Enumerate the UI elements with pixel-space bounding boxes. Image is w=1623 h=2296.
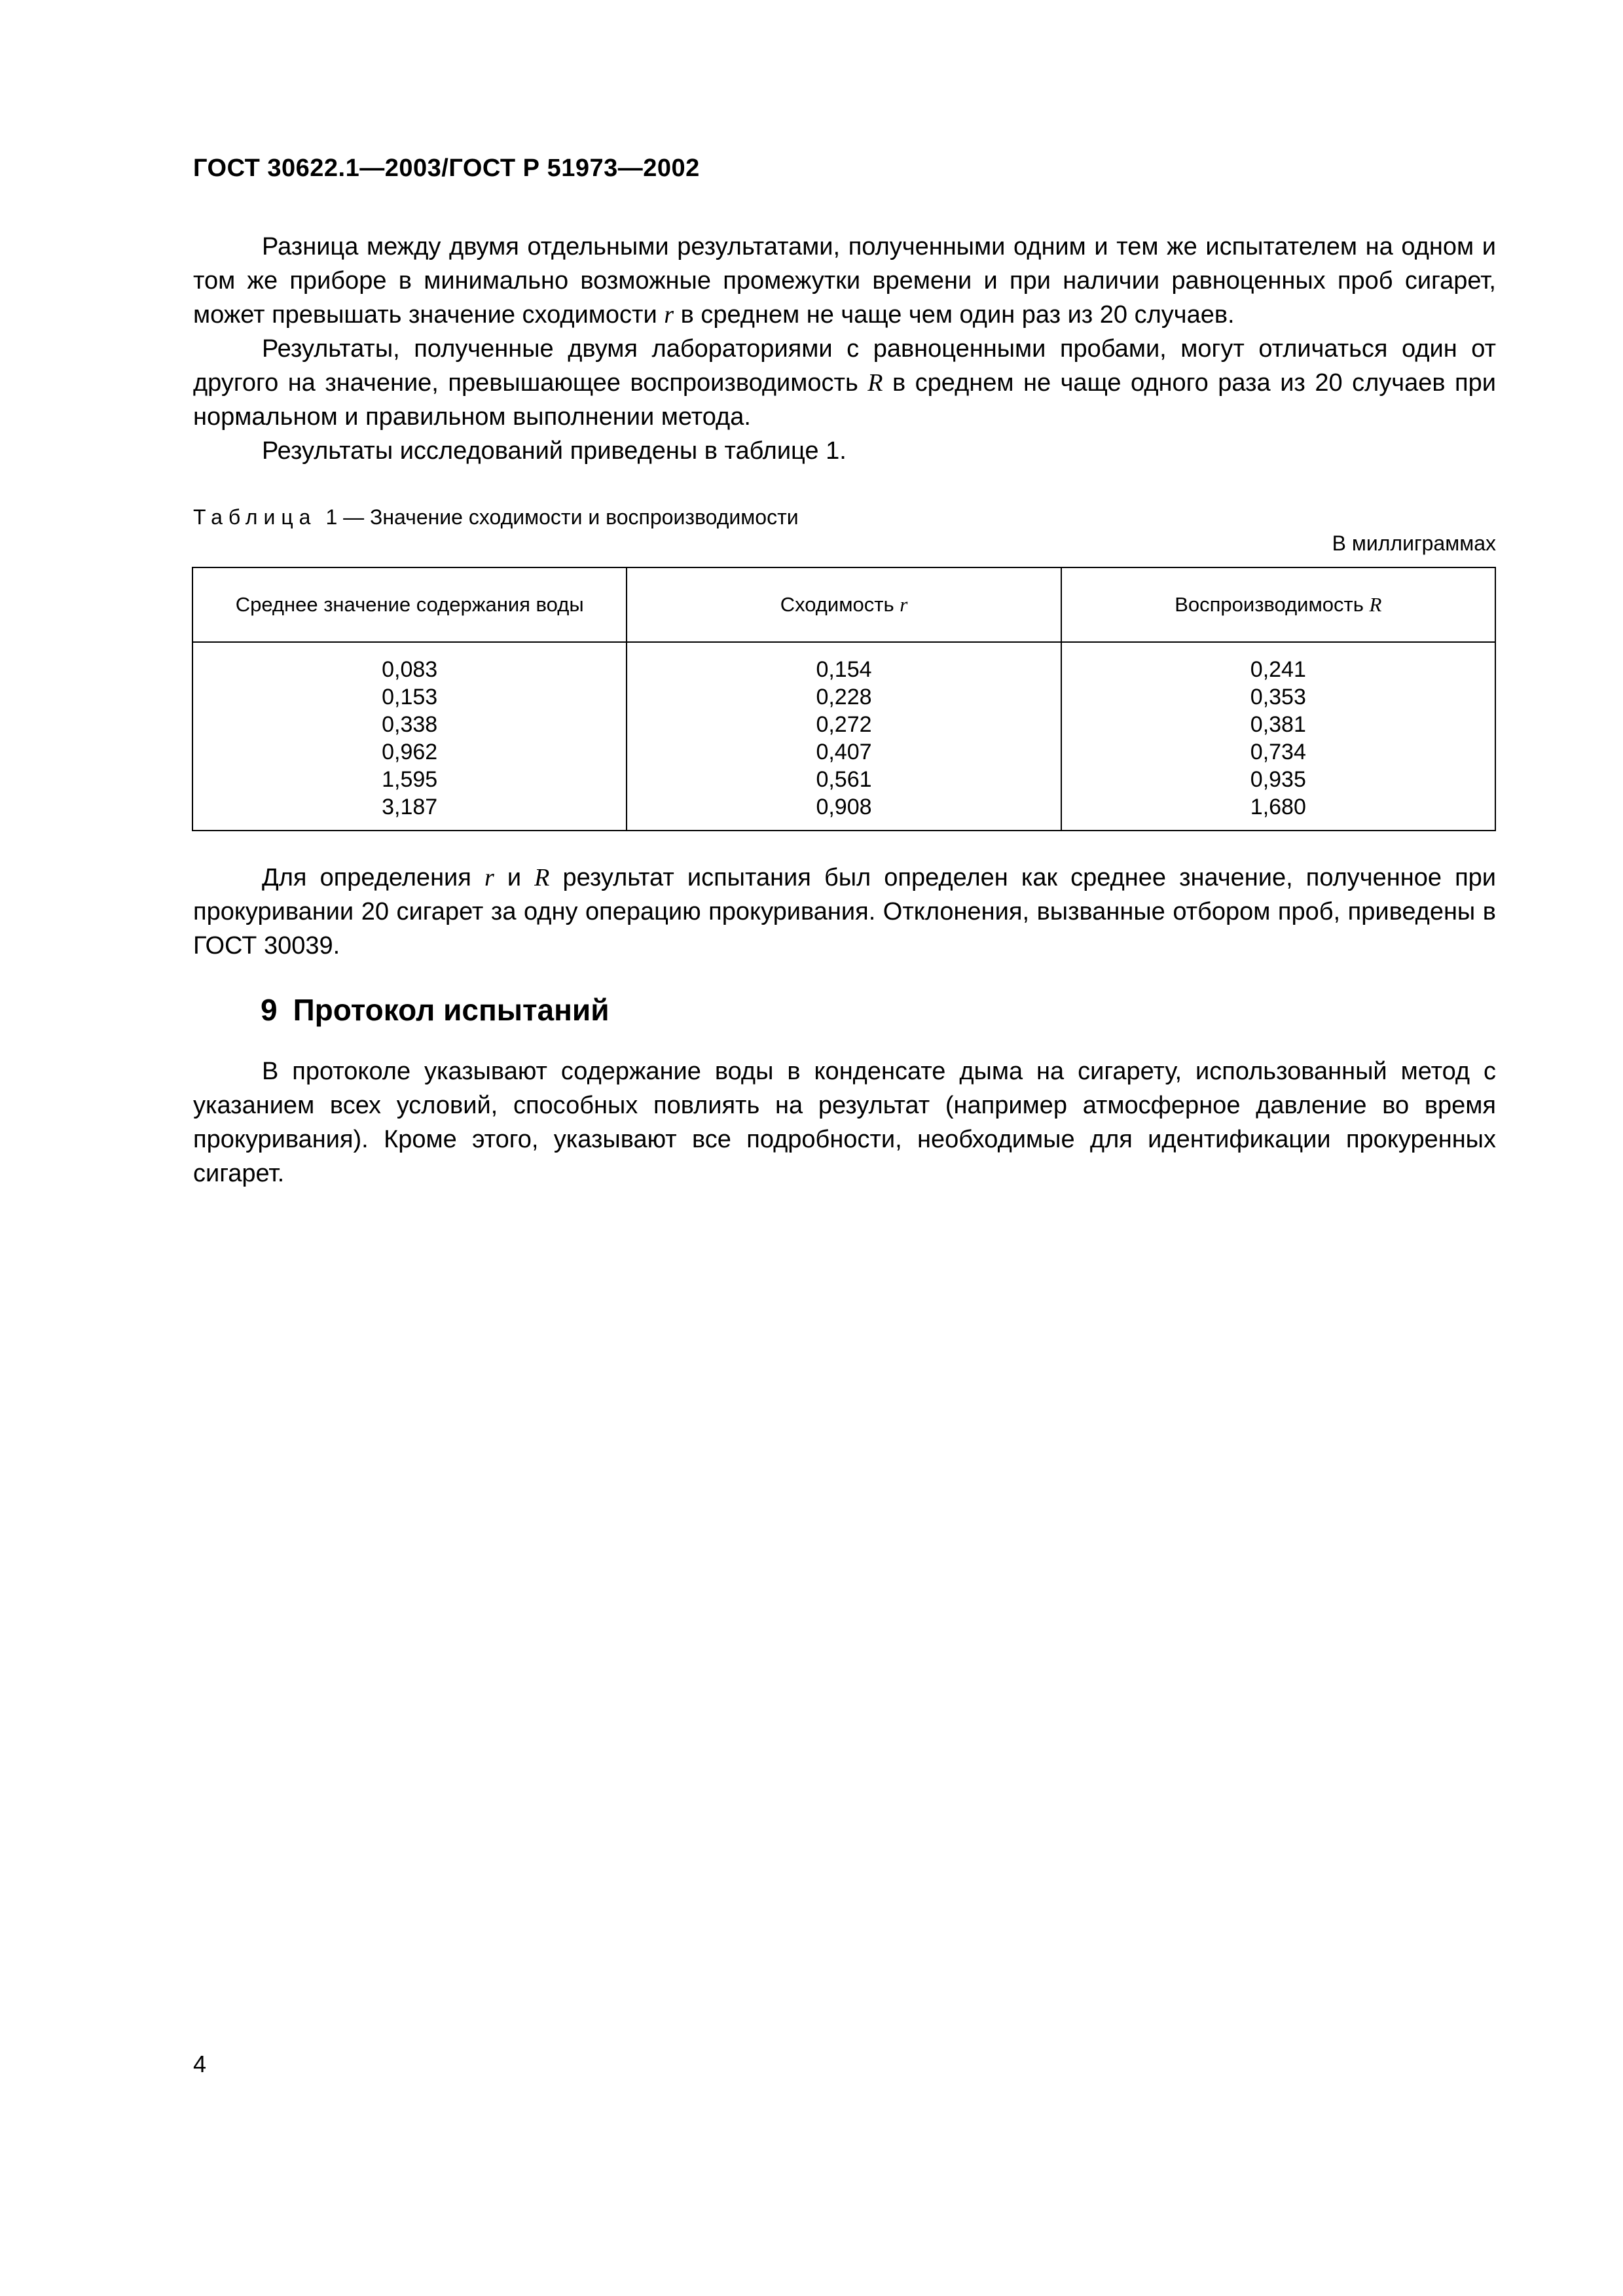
- table-cell: 0,153: [192, 683, 627, 711]
- table-cell: 0,338: [192, 711, 627, 738]
- paragraph-test-report: В протоколе указывают содержание воды в конденсате дыма на сигарету, использованный метод с указанием всех условий, способных повлиять на результат (например атмосферное давление во время прокуривания). Кроме этого, указывают все подробности, необходимые для идентификации прокуренных сигарет.: [193, 1058, 1496, 1187]
- header-mean-water-content: Среднее значение содержания воды: [192, 567, 627, 642]
- header-repeatability: Сходимость r: [627, 567, 1061, 642]
- table-cell: 3,187: [192, 793, 627, 831]
- precision-table: [192, 567, 1496, 831]
- table-cell: 1,680: [1061, 793, 1495, 831]
- table-cell: 0,381: [1061, 711, 1495, 738]
- table-header-row: [192, 567, 1495, 642]
- table-caption-word: Таблица: [193, 505, 317, 529]
- table-row: [192, 683, 1495, 711]
- paragraph-text: Для определения: [262, 864, 484, 891]
- paragraph-text: в среднем не чаще одного раза из 20 случаев при нормальном и правильном выполнении метода.: [193, 369, 1496, 431]
- table-row: [192, 738, 1495, 766]
- table-row: [192, 642, 1495, 683]
- table-cell: 0,353: [1061, 683, 1495, 711]
- table-units: В миллиграммах: [1332, 531, 1496, 555]
- paragraph-text: Разница между двумя отдельными результатами, полученными одним и тем же испытателем на одном и том же приборе в минимально возможные промежутки времени и при наличии равноценных проб сигарет, может превышать значение сходимости: [193, 233, 1496, 329]
- table-cell: 0,228: [627, 683, 1061, 711]
- document-header: ГОСТ 30622.1—2003/ГОСТ Р 51973—2002: [193, 154, 700, 182]
- symbol-R: R: [867, 369, 883, 397]
- table-cell: 0,272: [627, 711, 1061, 738]
- table-caption: [193, 505, 799, 529]
- paragraph-reproducibility: [193, 332, 1496, 434]
- table-row: [192, 793, 1495, 831]
- paragraph-determination: [193, 861, 1496, 963]
- symbol-R: R: [534, 864, 550, 891]
- paragraph-text: Результаты, полученные двумя лабораториями с равноценными пробами, могут отличаться один от другого на значение, превышающее воспроизводимость: [193, 335, 1496, 397]
- table-cell: 0,083: [192, 642, 627, 683]
- section-title-text: Протокол испытаний: [293, 993, 610, 1027]
- table-cell: 0,154: [627, 642, 1061, 683]
- header-reproducibility: Воспроизводимость R: [1061, 567, 1495, 642]
- table-cell: 0,561: [627, 766, 1061, 793]
- paragraph-repeatability: [193, 230, 1496, 332]
- table-cell: 0,734: [1061, 738, 1495, 766]
- table-row: [192, 766, 1495, 793]
- page-number: 4: [193, 2051, 207, 2077]
- paragraph-results-reference: Результаты исследований приведены в таблице 1.: [262, 437, 847, 465]
- symbol-r: r: [664, 301, 674, 329]
- table-cell: 0,935: [1061, 766, 1495, 793]
- table-cell: 0,962: [192, 738, 627, 766]
- section-number: 9: [261, 993, 278, 1027]
- section-heading: [261, 992, 609, 1028]
- table-cell: 0,407: [627, 738, 1061, 766]
- paragraph-text: в среднем не чаще чем один раз из 20 случаев.: [674, 301, 1235, 329]
- paragraph-text: и: [494, 864, 535, 891]
- symbol-r: r: [484, 864, 494, 891]
- table-cell: 1,595: [192, 766, 627, 793]
- table-cell: 0,241: [1061, 642, 1495, 683]
- table-cell: 0,908: [627, 793, 1061, 831]
- paragraph-text: результат испытания был определен как среднее значение, полученное при прокуривании 20 сигарет за одну операцию прокуривания. Отклонения, вызванные отбором проб, приведены в ГОСТ 30039.: [193, 864, 1497, 960]
- table-caption-text: 1 — Значение сходимости и воспроизводимости: [325, 505, 799, 529]
- table-row: [192, 711, 1495, 738]
